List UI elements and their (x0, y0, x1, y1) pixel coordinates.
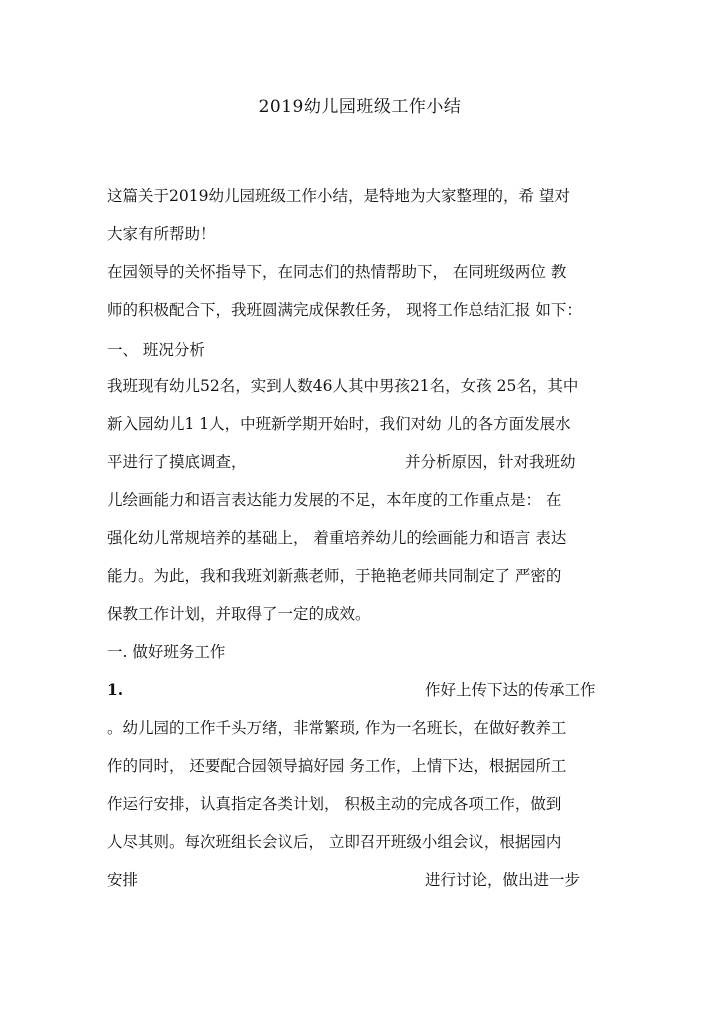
paragraph-line: 师的积极配合下，我班圆满完成保教任务， 现将工作总结汇报 如下： (107, 301, 582, 319)
list-number: 1. (107, 680, 124, 699)
paragraph-line-continued: 进行讨论，做出进一步 (425, 871, 581, 889)
paragraph-line: 我班现有幼儿52名，实到人数46人其中男孩21名，女孩 25名，其中 (107, 377, 579, 395)
paragraph-line: 能力。为此，我和我班刘新燕老师，于艳艳老师共同制定了 严密的 (107, 567, 562, 585)
paragraph-line: 强化幼儿常规培养的基础上， 着重培养幼儿的绘画能力和语言 表达 (107, 529, 567, 547)
section-heading: 一、 班况分析 (107, 341, 205, 359)
paragraph-line: 保教工作计划，并取得了一定的成效。 (107, 605, 371, 623)
list-item-heading: 作好上传下达的传承工作 (425, 681, 596, 699)
paragraph-line: 新入园幼儿1 1人，中班新学期开始时，我们对幼 儿的各方面发展水 (107, 415, 571, 433)
paragraph-line: 大家有所帮助！ (107, 225, 216, 243)
paragraph-line: 儿绘画能力和语言表达能力发展的不足，本年度的工作重点是： 在 (107, 491, 562, 509)
paragraph-line: 这篇关于2019幼儿园班级工作小结，是特地为大家整理的，希 望对 (107, 187, 570, 205)
paragraph-line: 在园领导的关怀指导下，在同志们的热情帮助下， 在同班级两位 教 (107, 263, 567, 281)
paragraph-line-continued: 并分析原因，针对我班幼 (405, 453, 576, 471)
paragraph-line: 安排 (107, 871, 139, 889)
paragraph-line: 作的同时， 还要配合园领导搞好园 务工作，上情下达，根据园所工 (107, 757, 567, 775)
paragraph-line: 作运行安排，认真指定各类计划， 积极主动的完成各项工作，做到 (107, 795, 562, 813)
paragraph-line: 平进行了摸底调查， (107, 453, 247, 471)
section-heading: 一. 做好班务工作 (107, 643, 226, 661)
paragraph-line: 。幼儿园的工作千头万绪，非常繁琐, 作为一名班长，在做好教养工 (107, 719, 567, 737)
paragraph-line: 人尽其则。每次班组长会议后， 立即召开班级小组会议，根据园内 (107, 833, 562, 851)
document-title: 2019幼儿园班级工作小结 (258, 97, 462, 117)
